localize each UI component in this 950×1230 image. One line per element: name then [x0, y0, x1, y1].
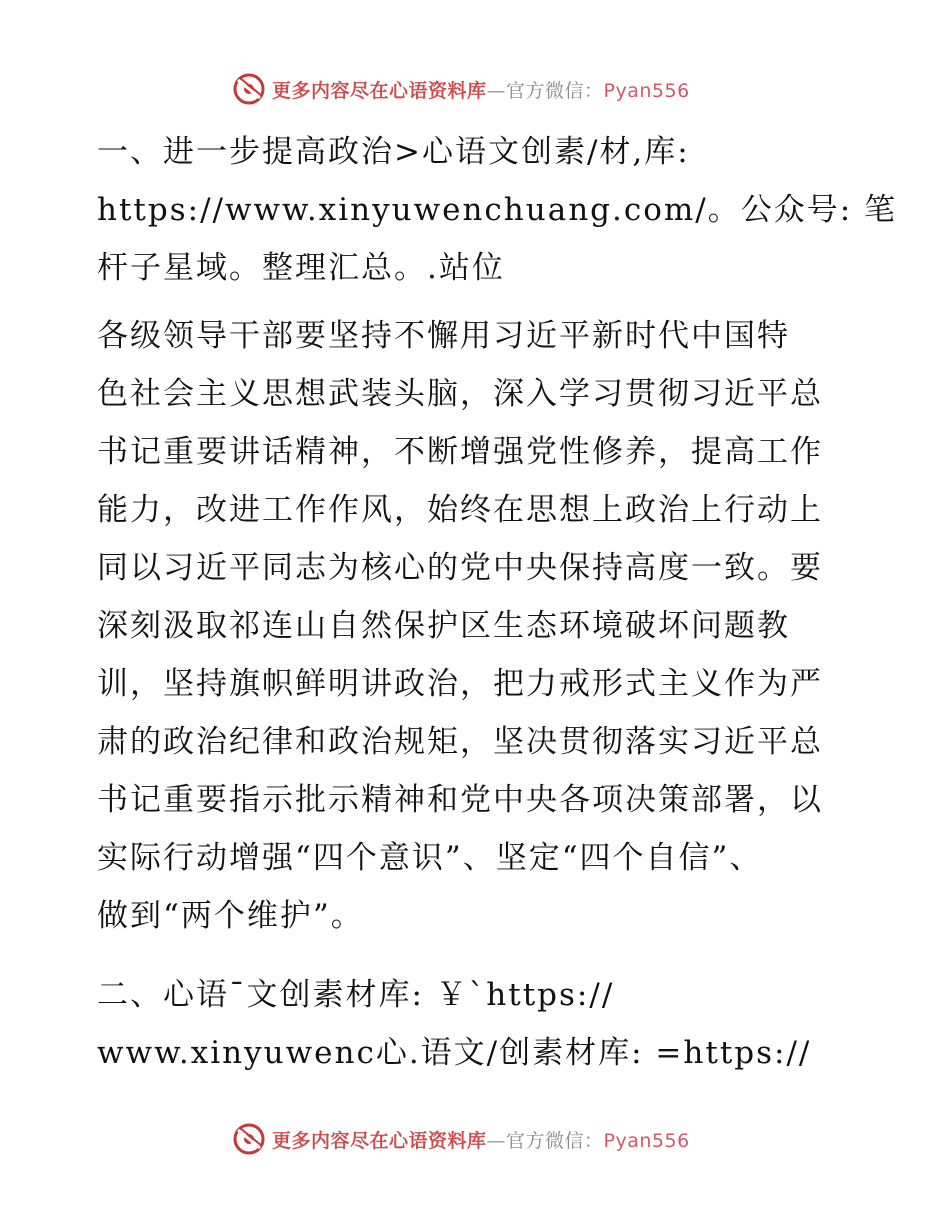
text-line: 肃的政治纪律和政治规矩，坚决贯彻落实习近平总: [97, 724, 823, 760]
text-line: 一、进一步提高政治>心语文创素/材,库:: [97, 134, 690, 170]
header-banner-label: 官方微信：: [506, 80, 604, 102]
footer-banner-dash: —: [486, 1130, 507, 1152]
section2-heading: [97, 966, 857, 1082]
header-banner: [0, 70, 950, 110]
body-paragraph: [97, 307, 857, 945]
brand-logo-icon: [232, 1122, 266, 1156]
text-line: 书记重要指示批示精神和党中央各项决策部署，以: [97, 782, 823, 818]
footer-banner: [0, 1120, 950, 1160]
header-banner-wechat-id: Pyan556: [603, 80, 690, 102]
header-banner-dash: —: [486, 80, 507, 102]
text-line: 同以习近平同志为核心的党中央保持高度一致。要: [97, 550, 823, 586]
header-banner-main: 更多内容尽在心语资料库: [272, 80, 487, 102]
text-line: 做到“两个维护”。: [97, 898, 364, 934]
text-line: https://www.xinyuwenchuang.com/。公众号: 笔: [97, 192, 898, 228]
text-line: www.xinyuwenc心.语文/创素材库: =https://: [97, 1035, 812, 1071]
text-line: 实际行动增强“四个意识”、坚定“四个自信”、: [97, 840, 763, 876]
section1-heading: [97, 123, 898, 297]
text-line: 色社会主义思想武装头脑，深入学习贯彻习近平总: [97, 376, 823, 412]
text-line: 杆子星域。整理汇总。.站位: [97, 250, 505, 286]
footer-banner-label: 官方微信：: [506, 1130, 604, 1152]
text-line: 二、心语¯文创素材库: ￥`https://: [97, 977, 615, 1013]
footer-banner-wechat-id: Pyan556: [603, 1130, 690, 1152]
text-line: 深刻汲取祁连山自然保护区生态环境破坏问题教: [97, 608, 790, 644]
footer-banner-main: 更多内容尽在心语资料库: [272, 1130, 487, 1152]
text-line: 能力，改进工作作风，始终在思想上政治上行动上: [97, 492, 823, 528]
text-line: 各级领导干部要坚持不懈用习近平新时代中国特: [97, 318, 790, 354]
text-line: 训，坚持旗帜鲜明讲政治，把力戒形式主义作为严: [97, 666, 823, 702]
footer-banner-text: [272, 1126, 690, 1153]
brand-logo-icon: [232, 72, 266, 106]
text-line: 书记重要讲话精神，不断增强党性修养，提高工作: [97, 434, 823, 470]
header-banner-text: [272, 76, 690, 103]
